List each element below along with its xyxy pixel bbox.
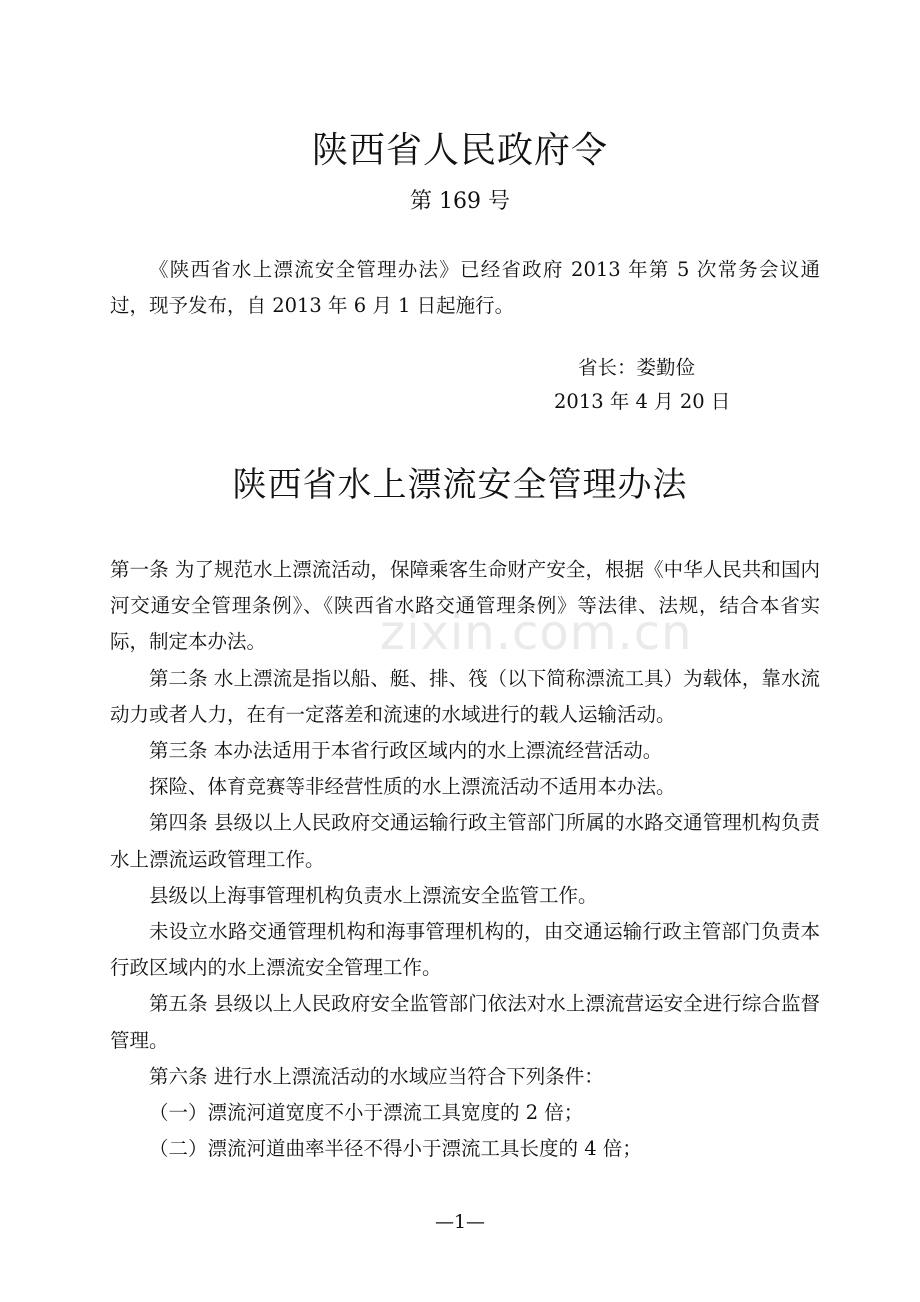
article-paragraph: 探险、体育竞赛等非经营性质的水上漂流活动不适用本办法。	[149, 775, 676, 799]
article-paragraph: （一）漂流河道宽度不小于漂流工具宽度的 2 倍；	[149, 1101, 584, 1125]
document-title: 陕西省水上漂流安全管理办法	[232, 465, 688, 505]
signature-date: 2013 年 4 月 20 日	[554, 390, 731, 413]
watermark: zixin.com.cn	[380, 605, 693, 661]
intro-paragraph: 《陕西省水上漂流安全管理办法》已经省政府 2013 年第 5 次常务会议通过，现予发布，自 2013 年 6 月 1 日起施行。	[110, 258, 820, 317]
article-paragraph: 第一条 为了规范水上漂流活动，保障乘客生命财产安全，根据《中华人民共和国内河交通安全管理条例》、《陕西省水路交通管理条例》等法律、法规，结合本省实际，制定本办法。	[110, 558, 820, 654]
page-number: —1—	[434, 1211, 486, 1233]
order-title: 陕西省人民政府令	[311, 130, 608, 171]
article-paragraph: 未设立水路交通管理机构和海事管理机构的，由交通运输行政主管部门负责本行政区域内的水上漂流安全管理工作。	[110, 920, 820, 980]
article-paragraph: 第四条 县级以上人民政府交通运输行政主管部门所属的水路交通管理机构负责水上漂流运政管理工作。	[110, 811, 820, 871]
article-paragraph: 第三条 本办法适用于本省行政区域内的水上漂流经营活动。	[149, 739, 663, 763]
order-number: 第 169 号	[410, 189, 510, 214]
article-paragraph: 第五条 县级以上人民政府安全监管部门依法对水上漂流营运安全进行综合监督管理。	[110, 992, 820, 1052]
article-paragraph: （二）漂流河道曲率半径不得小于漂流工具长度的 4 倍；	[149, 1137, 642, 1161]
signature-governor: 省长：娄勤俭	[578, 356, 696, 379]
article-paragraph: 第六条 进行水上漂流活动的水域应当符合下列条件：	[149, 1064, 604, 1088]
article-paragraph: 第二条 水上漂流是指以船、艇、排、筏（以下简称漂流工具）为载体，靠水流动力或者人力，在有一定落差和流速的水域进行的载人运输活动。	[110, 666, 820, 726]
article-paragraph: 县级以上海事管理机构负责水上漂流安全监管工作。	[149, 883, 598, 907]
